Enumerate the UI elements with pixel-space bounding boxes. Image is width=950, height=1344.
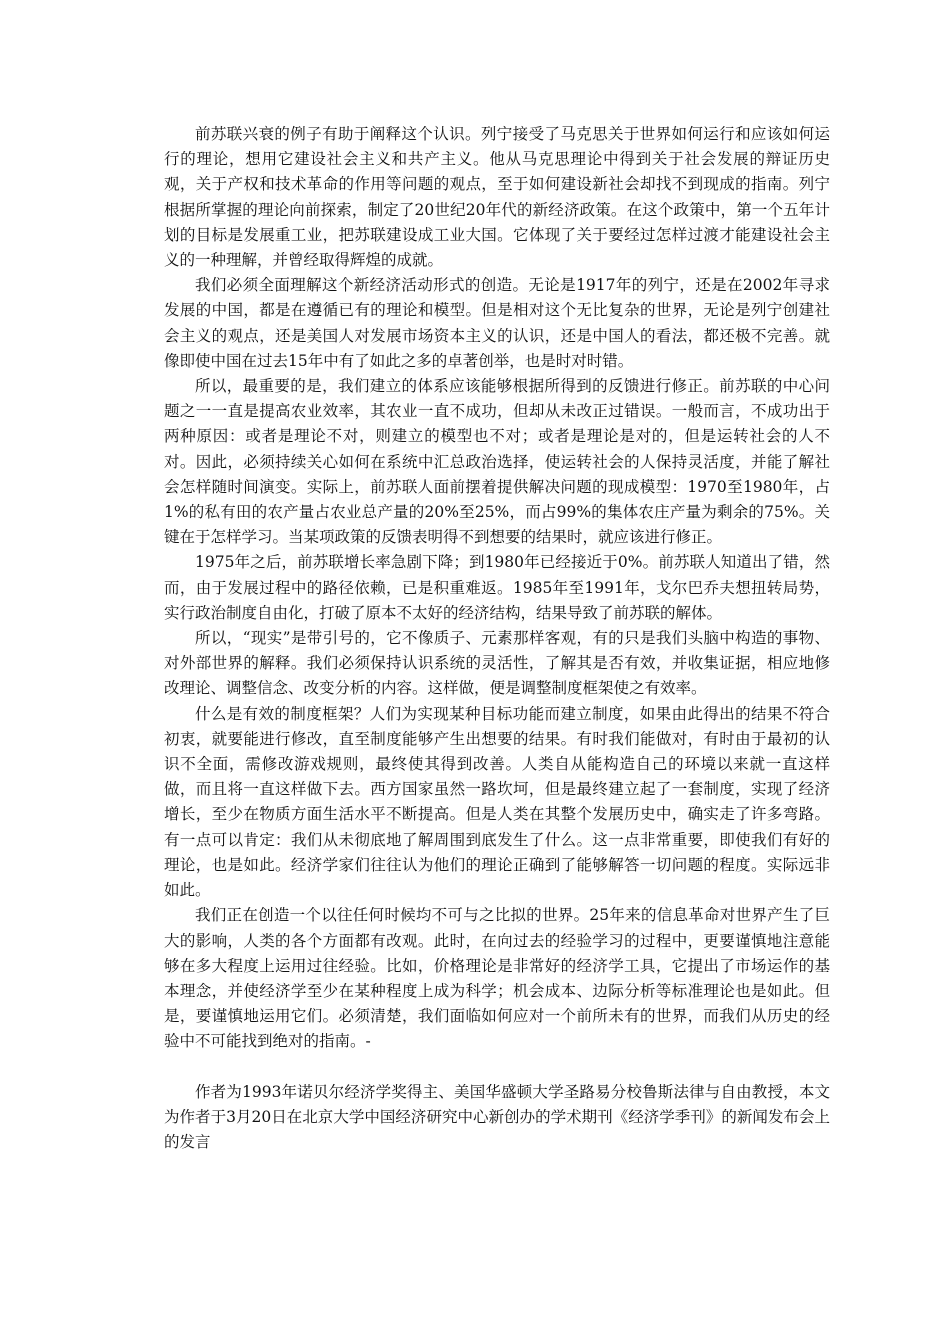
paragraph-decline: 1975年之后，前苏联增长率急剧下降；到1980年已经接近于0%。前苏联人知道出了错，然而，由于发展过程中的路径依赖，已是积重难返。1985年至1991年，戈尔巴乔夫想扭转局势，实行政治制度自由化，打破了原本不太好的经济结构，结果导致了前苏联的解体。 <box>164 553 830 622</box>
document-page <box>164 122 830 1155</box>
paragraph-soviet-example: 前苏联兴衰的例子有助于阐释这个认识。列宁接受了马克思关于世界如何运行和应该如何运行的理论，想用它建设社会主义和共产主义。他从马克思理论中得到关于社会发展的辩证历史观，关于产权和技术革命的作用等问题的观点，至于如何建设新社会却找不到现成的指南。列宁根据所掌握的理论向前探索，制定了20世纪20年代的新经济政策。在这个政策中，第一个五年计划的目标是发展重工业，把苏联建设成工业大国。它体现了关于要经过怎样过渡才能建设社会主义的一种理解，并曾经取得辉煌的成就。 <box>164 125 830 270</box>
paragraph-understanding: 我们必须全面理解这个新经济活动形式的创造。无论是1917年的列宁，还是在2002年寻求发展的中国，都是在遵循已有的理论和模型。但是相对这个无比复杂的世界，无论是列宁创建社会主义的观点，还是美国人对发展市场资本主义的认识，还是中国人的看法，都还极不完善。就像即使中国在过去15年中有了如此之多的卓著创举，也是时对时错。 <box>164 276 830 370</box>
paragraph-reality: 所以，“现实”是带引号的，它不像质子、元素那样客观，有的只是我们头脑中构造的事物、对外部世界的解释。我们必须保持认识系统的灵活性，了解其是否有效，并收集证据，相应地修改理论、调整信念、改变分析的内容。这样做，便是调整制度框架使之有效率。 <box>164 629 830 698</box>
paragraph-institutional-framework: 什么是有效的制度框架？人们为实现某种目标功能而建立制度，如果由此得出的结果不符合初衷，就要能进行修改，直至制度能够产生出想要的结果。有时我们能做对，有时由于最初的认识不全面，需修改游戏规则，最终使其得到改善。人类自从能构造自己的环境以来就一直这样做，而且将一直这样做下去。西方国家虽然一路坎坷，但是最终建立起了一套制度，实现了经济增长，至少在物质方面生活水平不断提高。但是人类在其整个发展历史中，确实走了许多弯路。有一点可以肯定：我们从未彻底地了解周围到底发生了什么。这一点非常重要，即使我们有好的理论，也是如此。经济学家们往往认为他们的理论正确到了能够解答一切问题的程度。实际远非如此。 <box>164 704 830 900</box>
paragraph-new-world: 我们正在创造一个以往任何时候均不可与之比拟的世界。25年来的信息革命对世界产生了巨大的影响，人类的各个方面都有改观。此时，在向过去的经验学习的过程中，更要谨慎地注意能够在多大程度上运用过往经验。比如，价格理论是非常好的经济学工具，它提出了市场运作的基本理念，并使经济学至少在某种程度上成为科学；机会成本、边际分析等标准理论也是如此。但是，要谨慎地运用它们。必须清楚，我们面临如何应对一个前所未有的世界，而我们从历史的经验中不可能找到绝对的指南。- <box>164 906 830 1051</box>
paragraph-feedback: 所以，最重要的是，我们建立的体系应该能够根据所得到的反馈进行修正。前苏联的中心问题之一一直是提高农业效率，其农业一直不成功，但却从未改正过错误。一般而言，不成功出于两种原因：或者是理论不对，则建立的模型也不对；或者是理论是对的，但是运转社会的人不对。因此，必须持续关心如何在系统中汇总政治选择，使运转社会的人保持灵活度，并能了解社会怎样随时间演变。实际上，前苏联人面前摆着提供解决问题的现成模型：1970至1980年，占1%的私有田的农产量占农业总产量的20%至25%，而占99%的集体农庄产量为剩余的75%。关键在于怎样学习。当某项政策的反馈表明得不到想要的结果时，就应该进行修正。 <box>164 377 830 547</box>
paragraph-spacer <box>164 1055 830 1080</box>
author-note: 作者为1993年诺贝尔经济学奖得主、美国华盛顿大学圣路易分校鲁斯法律与自由教授，本文为作者于3月20日在北京大学中国经济研究中心新创办的学术期刊《经济学季刊》的新闻发布会上的发言 <box>164 1082 830 1151</box>
